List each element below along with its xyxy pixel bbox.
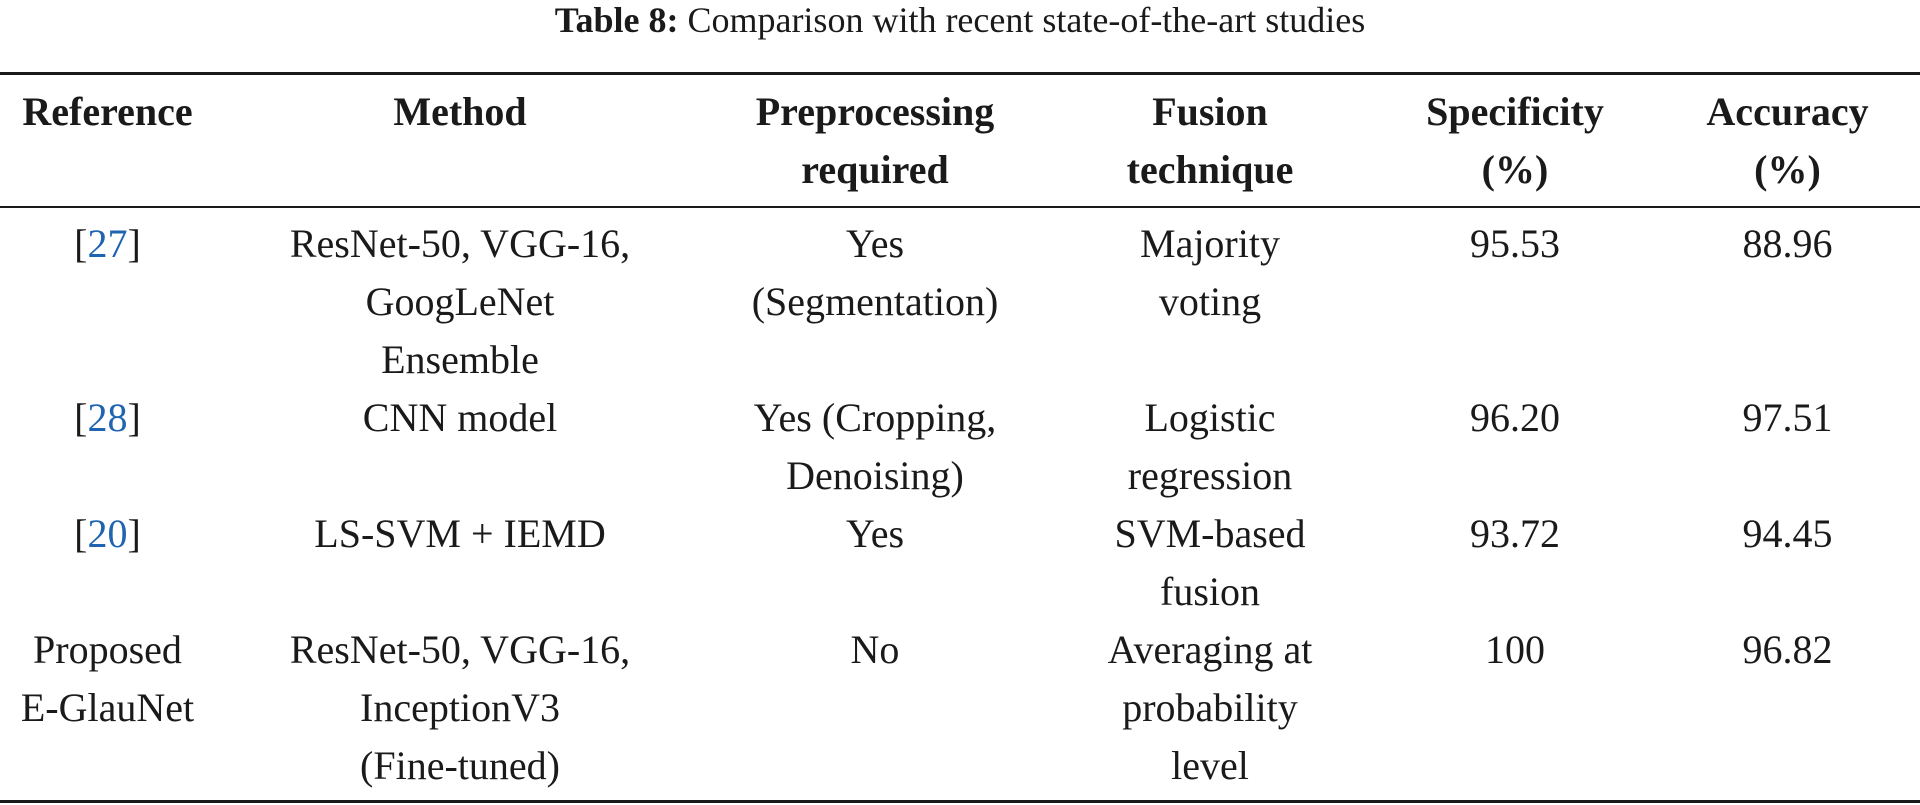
header-line: required: [801, 147, 949, 192]
cell-line: E-GlauNet: [20, 685, 195, 730]
cell-specificity: 93.72: [1470, 511, 1560, 556]
cell-line: ResNet-50, VGG-16,: [289, 221, 631, 266]
cell-preprocessing: [705, 621, 1045, 795]
header-reference: [0, 78, 215, 201]
cell-preprocessing: [705, 389, 1045, 505]
cell-line: (Segmentation): [751, 279, 999, 324]
cell-line: fusion: [1160, 569, 1260, 614]
cell-accuracy: 88.96: [1742, 221, 1833, 266]
cell-line: Yes: [845, 221, 905, 266]
caption-text: Comparison with recent state-of-the-art studies: [687, 0, 1366, 40]
caption-label: Table 8:: [554, 0, 679, 40]
ref-bracket-close: ]: [127, 221, 141, 266]
cell-preprocessing: [705, 505, 1045, 621]
ref-bracket-open: [: [74, 511, 88, 556]
table-row: [0, 201, 1920, 389]
header-fusion: [1045, 78, 1375, 201]
header-preprocessing: [705, 78, 1045, 201]
table-row: [0, 389, 1920, 505]
cell-line: No: [850, 627, 900, 672]
cell-fusion: [1045, 621, 1375, 795]
cell-line: Averaging at: [1107, 627, 1313, 672]
cell-line: voting: [1158, 279, 1262, 324]
header-line: technique: [1126, 147, 1294, 192]
cell-line: Denoising): [786, 453, 964, 498]
cell-reference: [0, 621, 215, 795]
cell-method: [215, 201, 705, 389]
cell-method: [215, 505, 705, 621]
cell-line: Yes: [845, 511, 905, 556]
table-row: [0, 621, 1920, 795]
cell-fusion: [1045, 201, 1375, 389]
header-row: [0, 78, 1920, 201]
ref-bracket-open: [: [74, 221, 88, 266]
table-caption: [0, 0, 1920, 40]
cell-line: SVM-based: [1114, 511, 1306, 556]
cell-line: Proposed: [33, 627, 182, 672]
ref-bracket-close: ]: [127, 395, 141, 440]
cell-line: level: [1171, 743, 1249, 788]
comparison-table: [0, 78, 1920, 795]
cell-line: Yes (Cropping,: [753, 395, 997, 440]
cell-method: [215, 621, 705, 795]
cell-reference: [0, 505, 215, 621]
cell-line: Majority: [1140, 221, 1280, 266]
header-line: Fusion: [1152, 89, 1268, 134]
cell-specificity: 100: [1485, 627, 1545, 672]
header-line: Reference: [22, 89, 193, 134]
header-line: Preprocessing: [755, 89, 995, 134]
cell-line: InceptionV3: [360, 685, 560, 730]
header-line: Accuracy: [1706, 89, 1869, 134]
cell-reference: [0, 201, 215, 389]
top-rule: [0, 72, 1920, 75]
header-accuracy: [1655, 78, 1920, 201]
cell-line: regression: [1127, 453, 1293, 498]
cell-line: Ensemble: [381, 337, 539, 382]
header-specificity: [1375, 78, 1655, 201]
cell-line: GoogLeNet: [365, 279, 555, 324]
header-method: [215, 78, 705, 201]
cell-preprocessing: [705, 201, 1045, 389]
cell-fusion: [1045, 389, 1375, 505]
ref-bracket-open: [: [74, 395, 88, 440]
cell-fusion: [1045, 505, 1375, 621]
reference-link[interactable]: 28: [87, 395, 128, 440]
cell-method: [215, 389, 705, 505]
cell-accuracy: 97.51: [1742, 395, 1833, 440]
ref-bracket-close: ]: [127, 511, 141, 556]
reference-link[interactable]: 27: [87, 221, 128, 266]
cell-accuracy: 94.45: [1742, 511, 1833, 556]
reference-link[interactable]: 20: [87, 511, 128, 556]
cell-specificity: 96.20: [1470, 395, 1560, 440]
header-line: Method: [393, 89, 527, 134]
cell-line: (Fine-tuned): [360, 743, 560, 788]
cell-line: LS-SVM + IEMD: [314, 511, 606, 556]
bottom-rule: [0, 800, 1920, 803]
cell-line: Logistic: [1144, 395, 1276, 440]
cell-line: probability: [1122, 685, 1298, 730]
cell-line: CNN model: [362, 395, 558, 440]
header-line: Specificity: [1426, 89, 1604, 134]
cell-reference: [0, 389, 215, 505]
cell-line: ResNet-50, VGG-16,: [289, 627, 631, 672]
header-line: (%): [1481, 147, 1549, 192]
cell-accuracy: 96.82: [1742, 627, 1833, 672]
cell-specificity: 95.53: [1470, 221, 1560, 266]
header-line: (%): [1754, 147, 1821, 192]
table-row: [0, 505, 1920, 621]
